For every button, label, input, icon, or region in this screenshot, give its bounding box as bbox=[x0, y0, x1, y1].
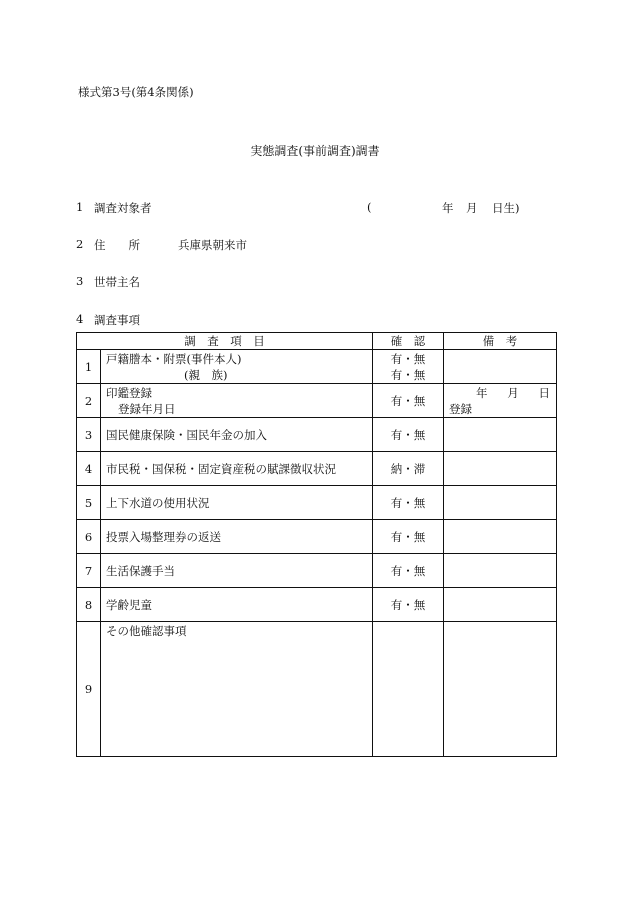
field-number: 4 bbox=[76, 312, 84, 326]
row-remark bbox=[444, 554, 557, 588]
birthdate-year: 年 bbox=[442, 201, 454, 215]
row-confirm: 有・無 bbox=[373, 554, 444, 588]
table-row bbox=[77, 588, 557, 622]
form-number-label: 様式第3号(第4条関係) bbox=[78, 85, 194, 99]
header-remark: 備 考 bbox=[444, 333, 557, 350]
row-number: 9 bbox=[77, 622, 101, 757]
remark-day: 日 bbox=[538, 385, 550, 400]
subject-label: 調査対象者 bbox=[94, 201, 152, 215]
row-number: 8 bbox=[77, 588, 101, 622]
document-title: 実態調査(事前調査)調書 bbox=[250, 144, 380, 158]
row-item-line2: 登録年月日 bbox=[118, 401, 176, 416]
header-confirm: 確 認 bbox=[373, 333, 444, 350]
row-item: 生活保護手当 bbox=[101, 554, 373, 588]
row-remark bbox=[444, 452, 557, 486]
row-number: 1 bbox=[77, 350, 101, 384]
row-number: 7 bbox=[77, 554, 101, 588]
row-confirm: 有・無 bbox=[373, 588, 444, 622]
row-item-line1: 戸籍謄本・附票(事件本人) bbox=[106, 351, 242, 366]
row-remark bbox=[444, 418, 557, 452]
birthdate-open-paren: ( bbox=[367, 200, 372, 214]
row-remark bbox=[444, 520, 557, 554]
table-row bbox=[77, 622, 557, 757]
remark-month: 月 bbox=[507, 385, 519, 400]
table-row bbox=[77, 418, 557, 452]
birthdate-month: 月 bbox=[466, 201, 478, 215]
row-number: 5 bbox=[77, 486, 101, 520]
table-row bbox=[77, 452, 557, 486]
row-remark bbox=[444, 350, 557, 384]
field-number: 3 bbox=[76, 274, 84, 288]
remark-date bbox=[444, 385, 556, 401]
table-row bbox=[77, 554, 557, 588]
row-item-line2: (親 族) bbox=[184, 367, 228, 382]
field-number: 2 bbox=[76, 237, 84, 251]
survey-table bbox=[76, 332, 557, 757]
row-remark bbox=[444, 384, 557, 418]
confirm-value: 有・無 bbox=[390, 367, 426, 382]
row-confirm bbox=[373, 622, 444, 757]
row-number: 4 bbox=[77, 452, 101, 486]
remark-year: 年 bbox=[476, 385, 488, 400]
table-header-row bbox=[77, 333, 557, 350]
confirm-value: 有・無 bbox=[390, 393, 426, 408]
row-item: 学齢児童 bbox=[101, 588, 373, 622]
row-remark bbox=[444, 486, 557, 520]
field-number: 1 bbox=[76, 200, 84, 214]
table-row bbox=[77, 486, 557, 520]
header-item: 調 査 項 目 bbox=[77, 333, 373, 350]
row-item-line1: 印鑑登録 bbox=[106, 385, 152, 400]
row-item: 市民税・国保税・固定資産税の賦課徴収状況 bbox=[101, 452, 373, 486]
row-item bbox=[101, 384, 373, 418]
table-row bbox=[77, 384, 557, 418]
row-remark bbox=[444, 622, 557, 757]
row-confirm: 有・無 bbox=[373, 418, 444, 452]
row-remark bbox=[444, 588, 557, 622]
confirm-value: 有・無 bbox=[390, 351, 426, 366]
address-value: 兵庫県朝来市 bbox=[178, 238, 247, 252]
row-confirm bbox=[373, 384, 444, 418]
household-head-label: 世帯主名 bbox=[94, 275, 140, 289]
remark-label: 登録 bbox=[449, 401, 472, 416]
row-item: その他確認事項 bbox=[101, 622, 373, 757]
table-row bbox=[77, 350, 557, 384]
row-item: 上下水道の使用状況 bbox=[101, 486, 373, 520]
row-item: 国民健康保険・国民年金の加入 bbox=[101, 418, 373, 452]
row-item: 投票入場整理券の返送 bbox=[101, 520, 373, 554]
row-confirm bbox=[373, 350, 444, 384]
row-item bbox=[101, 350, 373, 384]
row-confirm: 有・無 bbox=[373, 520, 444, 554]
birthdate-day: 日生) bbox=[492, 201, 520, 215]
survey-items-label: 調査事項 bbox=[94, 313, 140, 327]
row-confirm: 納・滞 bbox=[373, 452, 444, 486]
row-number: 3 bbox=[77, 418, 101, 452]
row-number: 2 bbox=[77, 384, 101, 418]
address-label: 住 所 bbox=[94, 238, 140, 252]
table-row bbox=[77, 520, 557, 554]
row-confirm: 有・無 bbox=[373, 486, 444, 520]
row-number: 6 bbox=[77, 520, 101, 554]
